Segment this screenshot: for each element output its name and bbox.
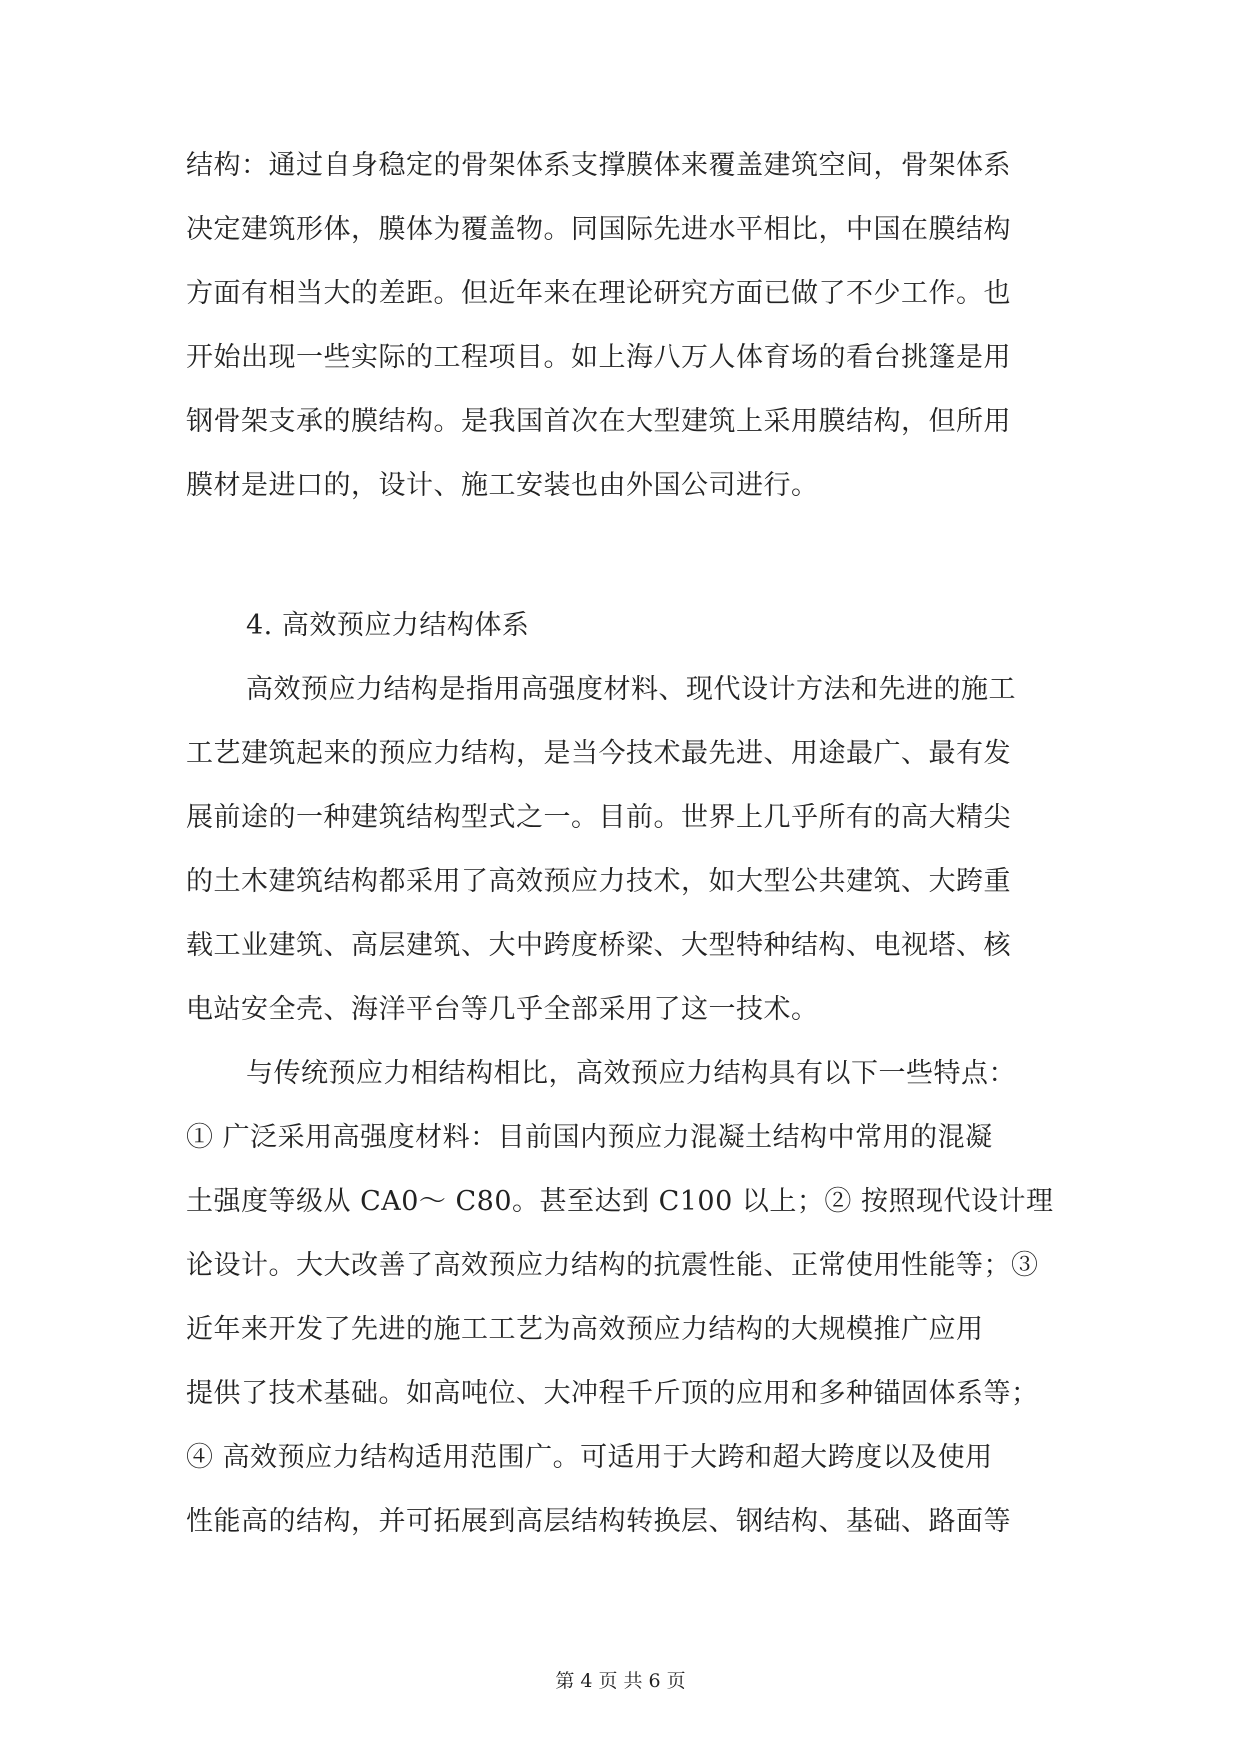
paragraph-line: 展前途的一种建筑结构型式之一。目前。世界上几乎所有的高大精尖	[186, 802, 1011, 833]
paragraph-line: 提供了技术基础。如高吨位、大冲程千斤顶的应用和多种锚固体系等；	[186, 1378, 1039, 1409]
paragraph-line: 决定建筑形体，膜体为覆盖物。同国际先进水平相比，中国在膜结构	[186, 214, 1011, 245]
paragraph-line: 性能高的结构，并可拓展到高层结构转换层、钢结构、基础、路面等	[186, 1506, 1011, 1537]
paragraph-line: 土强度等级从 CA0～ C80。甚至达到 C100 以上；② 按照现代设计理	[186, 1186, 1054, 1217]
paragraph-line: 膜材是进口的，设计、施工安装也由外国公司进行。	[186, 470, 819, 501]
paragraph-line: 高效预应力结构是指用高强度材料、现代设计方法和先进的施工	[246, 674, 1016, 705]
section-heading: 4. 高效预应力结构体系	[246, 610, 530, 641]
paragraph-line: 的土木建筑结构都采用了高效预应力技术，如大型公共建筑、大跨重	[186, 866, 1011, 897]
page-number-footer: 第 4 页 共 6 页	[555, 1670, 686, 1692]
paragraph-line: 近年来开发了先进的施工工艺为高效预应力结构的大规模推广应用	[186, 1314, 984, 1345]
paragraph-line: ① 广泛采用高强度材料：目前国内预应力混凝土结构中常用的混凝	[186, 1122, 993, 1153]
paragraph-line: 载工业建筑、高层建筑、大中跨度桥梁、大型特种结构、电视塔、核	[186, 930, 1011, 961]
paragraph-line: 结构：通过自身稳定的骨架体系支撑膜体来覆盖建筑空间，骨架体系	[186, 150, 1011, 181]
paragraph-line: 与传统预应力相结构相比，高效预应力结构具有以下一些特点：	[246, 1058, 1016, 1089]
paragraph-line: 论设计。大大改善了高效预应力结构的抗震性能、正常使用性能等；③	[186, 1250, 1039, 1281]
paragraph-line: 钢骨架支承的膜结构。是我国首次在大型建筑上采用膜结构，但所用	[186, 406, 1011, 437]
paragraph-line: 工艺建筑起来的预应力结构，是当今技术最先进、用途最广、最有发	[186, 738, 1011, 769]
paragraph-line: 电站安全壳、海洋平台等几乎全部采用了这一技术。	[186, 994, 819, 1025]
paragraph-line: ④ 高效预应力结构适用范围广。可适用于大跨和超大跨度以及使用	[186, 1442, 993, 1473]
paragraph-line: 方面有相当大的差距。但近年来在理论研究方面已做了不少工作。也	[186, 278, 1011, 309]
paragraph-line: 开始出现一些实际的工程项目。如上海八万人体育场的看台挑篷是用	[186, 342, 1011, 373]
